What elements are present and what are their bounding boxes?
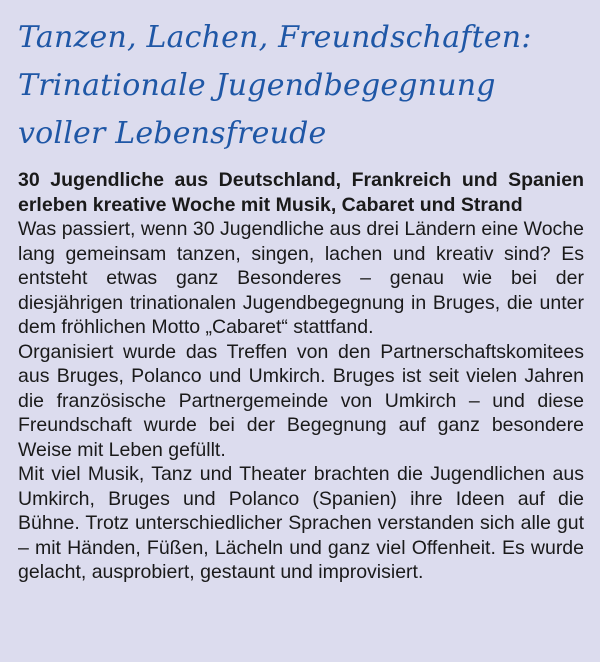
article-paragraph-1: Was passiert, wenn 30 Jugendliche aus drei Ländern eine Woche lang gemeinsam tanzen, singen, lachen und kreativ sind? Es entsteht etwas ganz Besonderes – genau wie bei der diesjährigen trinationalen Jugendbegegnung in Bruges, die unter dem fröhlichen Motto „Cabaret“ stattfand. xyxy=(18,218,584,338)
article xyxy=(18,14,584,585)
article-paragraph-2: Organisiert wurde das Treffen von den Partnerschaftskomitees aus Bruges, Polanco und Umkirch. Bruges ist seit vielen Jahren die französische Partnergemeinde von Umkirch – und diese Freundschaft wurde bei der Begegnung auf ganz besondere Weise mit Leben gefüllt. xyxy=(18,340,584,461)
article-paragraph-3: Mit viel Musik, Tanz und Theater brachten die Jugendlichen aus Umkirch, Bruges und Polanco (Spanien) ihre Ideen auf die Bühne. Trotz unterschiedlicher Sprachen verstanden sich alle gut – mit Händen, Füßen, Lächeln und ganz viel Offenheit. Es wurde gelacht, ausprobiert, gestaunt und improvisiert. xyxy=(18,463,584,583)
article-headline: Tanzen, Lachen, Freundschaften: Trinationale Jugendbegegnung voller Lebensfreude xyxy=(18,20,532,151)
article-subheadline: 30 Jugendliche aus Deutschland, Frankreich und Spanien erleben kreative Woche mit Musik, Cabaret und Strand xyxy=(18,169,584,216)
